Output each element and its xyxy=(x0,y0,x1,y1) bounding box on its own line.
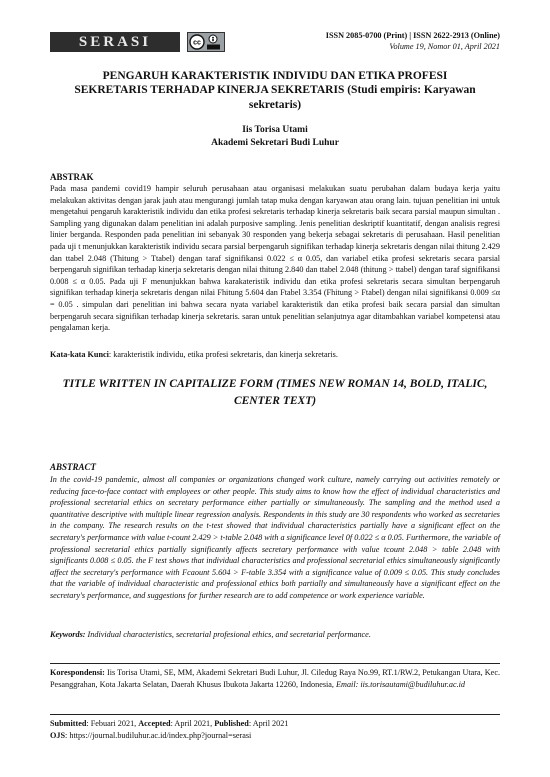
abstrak-body: Pada masa pandemi covid19 hampir seluruh perusahaan atau organisasi melakukan suatu perubahan dalam budaya kerja yaitu melakukan aktivitas dengan jarak jauh atau mengurangi jumlah tatap muka dengan karyawan atau orang lain. tujuan penelitian ini untuk mengetahui pengaruh karakteristik individu dan etika profesi sekretaris terhadap kinerja sekretaris baik secara parsial maupun simultan . Sampling yang digunakan dalam penelitian ini adalah purposive sampling. Jenis penelitian deskriptif kuantitatif, dengan analisis regresi linier berganda. Responden pada penelitian ini sebanyak 30 responden yang bekerja sebagai sekretaris di perusahaan. Hasil penelitian pada uji t menunjukkan karakteristik individu secara parsial berpengaruh signifikan terhadap kinerja sekretaris dengan nilai thitung 2.429 dan ttabel 2.048 (Thitung > Ttabel) dengan taraf signifikansi 0.022 ≤ α 0.05, dan variabel etika profesi sekretaris secara parsial berpengaruh signifikan terhadap kinerja sekretaris dengan nilai thitung 2.840 dan ttabel 2.048 (thitung > ttabel) dengan taraf signifikansi 0.008 ≤ α 0.05. Pada uji F menunjukkan bahwa karakateristik individu dan etika profesi sekretaris secara simultan berpengaruh signifikan terhadap kinerja sekretaris dengan nilai Fhitung 5.604 dan Ftabel 3.354 (Fhitung > Ftabel) dengan nilai signifikansi 0.009 ≤α = 0.05 . simpulan dari penelitian ini bahwa secara nyata variabel karakteristik dan etika profesi baik secara parsial dan simultan berpengaruh secara signifikan terhadap kinerja sekretaris. saran untuk penelitian selanjutnya agar ditambahkan variabel kompetensi atau pengalaman kerja. xyxy=(50,184,500,333)
cc-by-license-icon[interactable] xyxy=(187,32,225,52)
keywords-text: : karakteristik individu, etika profesi sekretaris, dan kinerja sekretaris. xyxy=(108,350,338,359)
issn-block xyxy=(326,30,500,52)
email-label: Email: xyxy=(336,679,359,689)
correspondence-label: Korespondensi: xyxy=(50,668,105,677)
volume-line: Volume 19, Nomor 01, April 2021 xyxy=(389,42,500,51)
correspondence-address: Iis Torisa Utami, SE, MM, Akademi Sekretari Budi Luhur, Jl. Ciledug Raya No.99, RT.1/RW.2, Petukangan Utara, Kec. Pesanggrahan, Kota Jakarta Selatan, Daerah Khusus Ibukota Jakarta 12260, Indonesia, xyxy=(50,668,500,689)
ojs-line xyxy=(50,730,500,742)
cc-icon xyxy=(188,33,224,51)
accepted-date: : April 2021, xyxy=(170,719,215,728)
ojs-label: OJS xyxy=(50,730,66,740)
keywords-label: Kata-kata Kunci xyxy=(50,350,109,359)
abstract-heading: ABSTRACT xyxy=(50,462,97,472)
correspondence-block xyxy=(50,667,500,690)
email-address[interactable]: iis.torisautami@budiluhur.ac.id xyxy=(358,679,466,689)
published-date: : April 2021 xyxy=(248,719,289,728)
author-block xyxy=(50,124,500,150)
accepted-label: Accepted xyxy=(138,719,171,728)
abstrak-keywords xyxy=(50,349,500,361)
en-keywords-text: Individual characteristics, secretarial profesional ethics, and secretarial performance. xyxy=(85,630,371,639)
svg-text:cc: cc xyxy=(193,39,201,47)
author-name: Iis Torisa Utami xyxy=(242,125,308,135)
published-label: Published xyxy=(214,719,249,728)
submitted-date: : Febuari 2021, xyxy=(86,719,139,728)
journal-logo: SERASI xyxy=(50,32,180,52)
abstract-body: In the covid-19 pandemic, almost all companies or organizations changed work culture, namely carrying out activities remotely or reducing face-to-face contact with employees or other people. This study aims to know how the effect of individual characteristics and professional secretarial ethics on secretary performance either partially or simultaneously. The sampling and the method used a quantitative descriptive with multiple linear regression analysis. Respondents in this study are 30 respondents who worked as secretaries in the company. The research results on the t-test showed that individual characteristics partially have a significant effect on the secretary's performance with value t-count 2.429 > t-table 2.048 with a significance level 0f 0.022 ≤ α 0.05. Furthermore, the variable of professional secretarial ethics partially significantly affects secretary performance with value tcount 2.048 > table 2.048 with significants 0.008 ≤ 0.05. the F test shows that individual characteristics and professional secretarial ethics simultaneously significantly affect the secretary's performance with Fcaount 5.604 > F-table 3.354 with a significance value of 0.009 ≤ 0.05. This study concludes that the variable of individual characteristic and professional ethics both partially and simultaneously have a significant effect on the secretary's performance, and suggestions for further research are to add competence or work experience variable. xyxy=(50,475,500,600)
footer-block xyxy=(50,718,500,741)
ojs-link[interactable]: : https://journal.budiluhur.ac.id/index.php?journal=serasi xyxy=(65,730,252,740)
en-keywords-label: Keywords: xyxy=(50,630,86,639)
author-affiliation: Akademi Sekretari Budi Luhur xyxy=(211,138,339,148)
divider-bottom xyxy=(50,714,500,715)
english-title: TITLE WRITTEN IN CAPITALIZE FORM (TIMES NEW ROMAN 14, BOLD, ITALIC, CENTER TEXT) xyxy=(62,378,488,407)
abstrak-heading: ABSTRAK xyxy=(50,172,94,182)
article-title: PENGARUH KARAKTERISTIK INDIVIDU DAN ETIKA PROFESI SEKRETARIS TERHADAP KINERJA SEKRETARIS (Studi empiris: Karyawan sekretaris) xyxy=(74,70,476,111)
divider-top xyxy=(50,663,500,664)
issn-line: ISSN 2085-0700 (Print) | ISSN 2622-2913 (Online) xyxy=(325,31,500,40)
submitted-label: Submitted xyxy=(50,719,87,728)
abstract-keywords xyxy=(50,629,500,641)
submission-dates xyxy=(50,718,500,730)
